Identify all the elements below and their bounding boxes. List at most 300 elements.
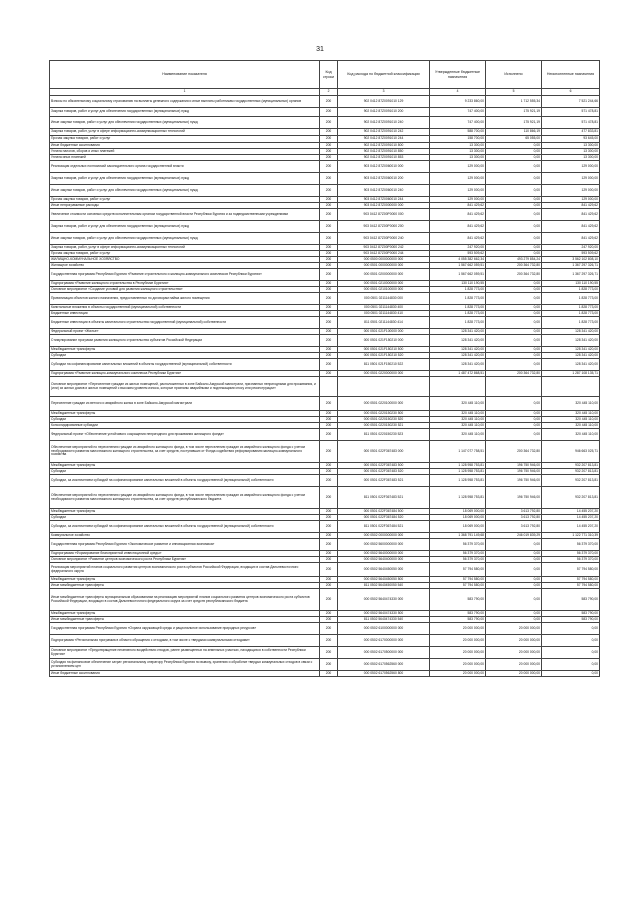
table-row [50,233,600,245]
row-approved: 583 790,00 [430,589,486,611]
row-approved: 1 828 773,00 [430,311,486,317]
row-name: ЖИЛИЩНО-КОММУНАЛЬНОЕ ХОЗЯЙСТВО [50,257,320,263]
row-classification-code: 000 0501 0200000000 000 [338,269,430,281]
table-row [50,185,600,197]
row-name: Увеличение стоимости основных средств исполнительным органом государственной власти Республики Бурятия и за подведомственными учреждениями [50,209,320,221]
row-approved: 128 341 420,00 [430,329,486,335]
row-approved: 18 069 000,00 [430,509,486,515]
row-classification-code: 811 0501 0211144830 414 [338,317,430,329]
row-unexecuted: 128 341 420,00 [542,335,600,347]
row-name: Подпрограмма «Формирование благоприятной инвестиционной среды» [50,551,320,557]
row-executed: 0,00 [486,577,542,583]
row-approved: 1 828 773,00 [430,293,486,305]
table-row [50,117,600,129]
row-unexecuted: 128 341 420,00 [542,347,600,353]
row-line-code: 200 [320,371,338,377]
row-line-code: 200 [320,469,338,475]
row-name: Межбюджетные трансферты [50,577,320,583]
row-unexecuted: 320 445 110,00 [542,423,600,429]
row-classification-code: 000 0502 6100000000 000 [338,623,430,635]
row-name: Обеспечение мероприятий по переселению граждан из аварийного жилищного фонда, в том числе переселению граждан из аварийного жилищного фонда с учетом необходимости развития малоэтажного жилищного строительства, за счет средств, поступивших от Фонда содействия реформированию жилищно-коммунального хозяйства [50,441,320,463]
row-classification-code: 000 0502 5640450050 000 [338,563,430,577]
row-classification-code: 903 0412 87Z0000000 000 [338,203,430,209]
row-executed: 0,00 [486,233,542,245]
row-approved: 320 445 110,00 [430,429,486,441]
row-classification-code: 903 0412 87Z0060010 244 [338,197,430,203]
row-classification-code: 000 0501 022F367484 500 [338,509,430,515]
row-unexecuted: 56 379 370,00 [542,551,600,557]
row-approved: 20 000 000,00 [430,647,486,659]
row-approved: 129 000,00 [430,161,486,173]
row-name: Субсидии [50,353,320,359]
row-unexecuted: 56 379 370,00 [542,539,600,551]
page-number: 31 [316,46,324,53]
row-unexecuted: 128 341 420,00 [542,359,600,371]
row-name: Основное мероприятие «Переселение граждан из жилых помещений, расположенных в зоне Байкало-Амурской магистрали, признанных непригодными для проживания, и (или) из жилых домов и жилых помещений с высоким уровнем износа, которые признаны аварийными и подлежащими сносу или реконструкции» [50,377,320,397]
row-executed: 0,00 [486,287,542,293]
row-approved: 20 000 000,00 [430,635,486,647]
row-unexecuted: 1 122 771 310,39 [542,533,600,539]
row-classification-code: 000 0501 022F367483 000 [338,441,430,463]
table-row [50,635,600,647]
row-classification-code: 000 0501 0220150230 521 [338,423,430,429]
row-line-code: 200 [320,117,338,129]
row-line-code: 200 [320,293,338,305]
row-classification-code: 903 0412 87Z0060010 200 [338,173,430,185]
row-name: Закупка товаров, работ и услуг для обеспечения государственных (муниципальных) нужд [50,108,320,117]
row-executed: 3 613 792,80 [486,509,542,515]
row-unexecuted: 593 509,62 [542,251,600,257]
row-line-code: 200 [320,583,338,589]
row-approved: 1 487 472 868,51 [430,371,486,377]
row-line-code: 200 [320,533,338,539]
row-approved: 20 000 000,00 [430,623,486,635]
row-name: Приватизация объектов жилого назначения, предоставленных по договорам найма жилого помещения [50,293,320,305]
row-executed: 0,00 [486,185,542,197]
row-executed: 0,00 [486,281,542,287]
row-unexecuted: 129 000,00 [542,185,600,197]
row-unexecuted: 946 663 025,71 [542,441,600,463]
table-row [50,209,600,221]
table-row [50,317,600,329]
table-row [50,96,600,108]
row-approved: 320 445 110,00 [430,423,486,429]
row-approved: 1 368 791 149,68 [430,533,486,539]
row-executed: 0,00 [486,203,542,209]
row-unexecuted: 583 790,00 [542,589,600,611]
row-approved: 57 794 580,00 [430,563,486,577]
row-approved: 583 790,00 [430,611,486,617]
row-classification-code: 000 0501 022F367484 520 [338,515,430,521]
row-unexecuted: 841 429,62 [542,203,600,209]
row-executed: 20 000 000,00 [486,647,542,659]
row-name: Основное мероприятие «Развитие центров экономического роста Республики Бурятия» [50,557,320,563]
row-classification-code: 000 0502 6170562560 800 [338,671,430,677]
row-unexecuted: 128 341 420,00 [542,353,600,359]
row-classification-code: 903 0412 87Z00P0000 242 [338,245,430,251]
row-approved: 128 341 420,00 [430,347,486,353]
row-unexecuted: 3 562 102 808,10 [542,257,600,263]
row-classification-code: 902 0412 87Z0091010 129 [338,96,430,108]
row-executed: 0,00 [486,583,542,589]
row-line-code: 200 [320,203,338,209]
row-unexecuted: 583 790,00 [542,611,600,617]
row-executed: 0,00 [486,335,542,347]
row-executed: 0,00 [486,353,542,359]
row-approved: 56 379 370,00 [430,551,486,557]
row-line-code: 200 [320,441,338,463]
row-line-code: 200 [320,185,338,197]
row-name: Коммунальное хозяйство [50,533,320,539]
row-classification-code: 902 0412 87Z0091010 800 [338,143,430,149]
row-approved [430,377,486,397]
row-unexecuted: 129 000,00 [542,197,600,203]
table-row [50,429,600,441]
row-unexecuted: 1 828 773,00 [542,305,600,311]
row-unexecuted: 571 478,81 [542,117,600,129]
row-classification-code: 000 0501 021F150210 520 [338,353,430,359]
row-unexecuted: 1 828 773,00 [542,317,600,329]
row-name: Бюджетные инвестиции в объекты капитального строительства государственной (муниципальной) собственности [50,317,320,329]
row-approved: 20 000 000,00 [430,659,486,671]
row-classification-code: 902 0412 87Z0091010 242 [338,129,430,136]
row-classification-code: 000 0502 6170562560 000 [338,659,430,671]
row-classification-code: 000 0502 5640400000 000 [338,557,430,563]
row-name: Субсидии на софинансирование капитальных вложений в объекты государственной (муниципальной) собственности [50,359,320,371]
row-name: Иные межбюджетные трансферты [50,617,320,623]
row-line-code: 200 [320,577,338,583]
row-line-code: 200 [320,221,338,233]
row-classification-code: 811 0501 021F150210 522 [338,359,430,371]
row-unexecuted: 0,00 [542,659,600,671]
budget-execution-table [49,60,600,677]
row-approved: 1 128 958 753,81 [430,475,486,487]
row-executed: 0,00 [486,359,542,371]
row-name: Подпрограмма «Развитие жилищно-коммунального комплекса Республики Бурятия» [50,371,320,377]
row-line-code: 200 [320,233,338,245]
row-executed: 0,00 [486,563,542,577]
row-executed: 0,00 [486,161,542,173]
row-line-code: 200 [320,347,338,353]
row-executed: 200 364 732,80 [486,269,542,281]
row-line-code: 200 [320,557,338,563]
row-approved: 56 379 370,00 [430,557,486,563]
row-name: Стимулирование программ развития жилищного строительства субъектов Российской Федерации [50,335,320,347]
row-line-code: 200 [320,659,338,671]
row-classification-code: 000 0502 6170500000 000 [338,647,430,659]
row-name: Межбюджетные трансферты [50,509,320,515]
row-name: Иные бюджетные ассигнования [50,143,320,149]
row-line-code: 200 [320,353,338,359]
row-executed: 0,00 [486,551,542,557]
row-name: Межбюджетные трансферты [50,463,320,469]
row-unexecuted: 320 445 110,00 [542,429,600,441]
row-approved: 128 341 420,00 [430,353,486,359]
table-row [50,563,600,577]
row-unexecuted: 0,00 [542,671,600,677]
row-unexecuted: 56 379 370,00 [542,557,600,563]
row-classification-code: 000 0501 0220150230 520 [338,417,430,423]
row-unexecuted: 841 429,62 [542,221,600,233]
col-index: 3 [338,89,430,96]
row-line-code: 200 [320,173,338,185]
row-executed: 0,00 [486,221,542,233]
row-approved: 9 233 860,00 [430,96,486,108]
row-unexecuted: 129 000,00 [542,161,600,173]
row-name: Субсидия на финансовое обеспечение затрат региональному оператору Республики Бурятия по вывозу, хранению и обработке твердых коммунальных отходов в связи с установлением цен [50,659,320,671]
row-classification-code: 902 0412 87Z0091010 853 [338,155,430,161]
row-executed: 20 000 000,00 [486,635,542,647]
row-executed: 246 019 839,29 [486,533,542,539]
row-executed: 0,00 [486,589,542,611]
row-name: Иные закупки товаров, работ и услуг для обеспечения государственных (муниципальных) нужд [50,117,320,129]
row-line-code: 200 [320,143,338,149]
row-line-code: 200 [320,161,338,173]
table-row [50,441,600,463]
row-name: Иные межбюджетные трансферты муниципальным образованиям на реализацию мероприятий планов социального развития центров экономического роста субъектов Российской Федерации, входящих в состав Дальневосточного федерального округа за счет средств республиканского бюджета [50,589,320,611]
row-name: Субсидии [50,469,320,475]
row-line-code: 200 [320,647,338,659]
table-row [50,623,600,635]
row-executed: 175 921,19 [486,117,542,129]
row-classification-code: 903 0412 87Z0060010 000 [338,161,430,173]
row-classification-code: 000 0501 021F150210 000 [338,335,430,347]
row-line-code: 200 [320,671,338,677]
row-unexecuted: 1 828 773,00 [542,287,600,293]
row-line-code: 200 [320,287,338,293]
row-line-code: 200 [320,463,338,469]
row-approved: 129 000,00 [430,185,486,197]
row-name: Закупка товаров, работ, услуг в сфере информационно-коммуникационных технологий [50,129,320,136]
row-line-code: 200 [320,635,338,647]
row-line-code: 200 [320,521,338,533]
row-executed: 0,00 [486,347,542,353]
row-name: Межбюджетные трансферты [50,411,320,417]
table-row [50,487,600,509]
table-row [50,647,600,659]
row-name: Консолидированные субсидии [50,423,320,429]
row-approved: 18 069 000,00 [430,521,486,533]
row-line-code: 200 [320,108,338,117]
table-row [50,161,600,173]
row-line-code: 200 [320,563,338,577]
row-approved: 1 128 958 753,81 [430,463,486,469]
row-unexecuted: 0,00 [542,623,600,635]
row-classification-code: 000 0501 022F367483 500 [338,463,430,469]
row-line-code: 200 [320,329,338,335]
row-name: Субсидии, за исключением субсидий на софинансирование капитальных вложений в объекты государственной (муниципальной) собственности [50,475,320,487]
row-classification-code: 000 0500 0000000000 000 [338,257,430,263]
row-classification-code: 000 0501 022F367483 521 [338,475,430,487]
row-unexecuted: 0,00 [542,635,600,647]
row-classification-code: 000 0502 6170000000 000 [338,635,430,647]
row-line-code: 200 [320,359,338,371]
row-approved: 129 000,00 [430,197,486,203]
row-line-code: 200 [320,589,338,611]
row-executed: 20 000 000,00 [486,671,542,677]
row-name: Закупка товаров, работ и услуг для обеспечения государственных (муниципальных) нужд [50,173,320,185]
row-unexecuted: 57 794 580,00 [542,563,600,577]
row-approved: 841 429,62 [430,203,486,209]
row-executed: 0,00 [486,411,542,417]
row-line-code: 200 [320,475,338,487]
row-classification-code: 000 0501 0211144830 000 [338,293,430,305]
row-approved: 320 445 110,00 [430,411,486,417]
row-executed: 0,00 [486,429,542,441]
table-row [50,269,600,281]
row-line-code: 200 [320,429,338,441]
row-approved: 129 000,00 [430,173,486,185]
row-unexecuted: 247 920,00 [542,245,600,251]
row-executed: 200 364 732,80 [486,441,542,463]
row-executed: 110 866,19 [486,129,542,136]
col-index: 5 [486,89,542,96]
table-row [50,293,600,305]
table-row [50,377,600,397]
row-name: Бюджетные инвестиции [50,311,320,317]
row-executed: 0,00 [486,305,542,311]
row-approved: 320 445 110,00 [430,397,486,411]
row-executed: 1 712 555,34 [486,96,542,108]
row-unexecuted: 14 455 207,20 [542,509,600,515]
row-name: Капитальные вложения в объекты государственной (муниципальной) собственности [50,305,320,311]
row-classification-code: 000 0501 0210000000 000 [338,281,430,287]
row-classification-code: 000 0501 022F367483 520 [338,469,430,475]
row-line-code: 200 [320,263,338,269]
row-approved: 747 400,00 [430,117,486,129]
header-row [50,61,600,89]
row-name: Иные непрограммные расходы [50,203,320,209]
col-index: 2 [320,89,338,96]
row-classification-code: 000 0502 5640474330 000 [338,589,430,611]
row-name: Государственная программа Республики Бурятия «Экономическое развитие и инновационная экономика» [50,539,320,551]
row-line-code: 200 [320,551,338,557]
row-approved: 57 794 580,00 [430,583,486,589]
row-approved: 13 300,00 [430,143,486,149]
row-executed: 0,00 [486,329,542,335]
row-name: Реализация отдельных полномочий законодательного органа государственной власти [50,161,320,173]
row-line-code: 200 [320,509,338,515]
row-unexecuted: 57 794 580,00 [542,577,600,583]
row-approved: 13 300,00 [430,149,486,155]
row-name: Государственная программа Республики Бурятия «Охрана окружающей среды и рациональное использование природных ресурсов» [50,623,320,635]
row-executed: 0,00 [486,155,542,161]
row-classification-code: 902 0412 87Z0091010 240 [338,117,430,129]
row-line-code: 200 [320,197,338,203]
row-line-code: 200 [320,617,338,623]
row-classification-code: 000 0501 021F150210 500 [338,347,430,353]
row-line-code: 200 [320,269,338,281]
row-classification-code: 000 0501 0211144830 410 [338,311,430,317]
row-classification-code: 000 0502 5640000000 000 [338,551,430,557]
col-index: 6 [542,89,600,96]
row-unexecuted: 841 429,62 [542,209,600,221]
row-name: Прочая закупка товаров, работ и услуг [50,136,320,143]
row-line-code: 200 [320,611,338,617]
row-approved: 1 828 773,00 [430,287,486,293]
row-line-code: 200 [320,335,338,347]
row-executed: 0,00 [486,397,542,411]
row-line-code: 200 [320,136,338,143]
row-approved: 320 445 110,00 [430,417,486,423]
row-unexecuted: 932 207 813,81 [542,469,600,475]
row-name: Субсидии [50,515,320,521]
row-executed: 0,00 [486,557,542,563]
row-executed: 175 921,19 [486,108,542,117]
row-unexecuted: 129 000,00 [542,173,600,185]
row-name: Подпрограмма «Региональная программа в области обращения с отходами, в том числе с твердыми коммунальными отходами» [50,635,320,647]
col-header-name: Наименование показателя [50,61,320,89]
row-line-code: 200 [320,417,338,423]
table-row [50,475,600,487]
row-approved: 4 055 382 662,34 [430,257,486,263]
row-line-code: 200 [320,623,338,635]
row-name: Уплата иных платежей [50,155,320,161]
row-unexecuted: 14 455 207,20 [542,521,600,533]
row-approved: 130 110 190,55 [430,281,486,287]
table-body [50,96,600,677]
row-executed: 0,00 [486,293,542,305]
row-approved: 593 509,62 [430,251,486,257]
row-unexecuted: 477 833,81 [542,129,600,136]
row-approved: 588 700,00 [430,129,486,136]
row-name: Государственная программа Республики Бурятия «Развитие строительного и жилищно-коммунального комплексов Республики Бурятия» [50,269,320,281]
table-row [50,136,600,143]
table-row [50,359,600,371]
row-executed: 0,00 [486,539,542,551]
row-name: Федеральный проект «Обеспечение устойчивого сокращения непригодного для проживания жилищного фонда» [50,429,320,441]
row-approved: 1 828 773,00 [430,317,486,329]
row-name: Субсидии [50,417,320,423]
row-classification-code: 903 0412 87Z00P0000 000 [338,209,430,221]
col-header-classification-code: Код расхода по бюджетной классификации [338,61,430,89]
row-executed: 0,00 [486,209,542,221]
row-approved: 20 000 000,00 [430,671,486,677]
row-executed: 0,00 [486,423,542,429]
row-name: Основное мероприятие «Создание условий для развития жилищного строительства» [50,287,320,293]
row-unexecuted: 841 429,62 [542,233,600,245]
table-row [50,397,600,411]
table-row [50,335,600,347]
row-line-code: 200 [320,96,338,108]
row-name: Прочая закупка товаров, работ и услуг [50,251,320,257]
row-approved: 247 920,00 [430,245,486,251]
table-row [50,659,600,671]
row-classification-code: 000 0501 0220000000 000 [338,371,430,377]
row-line-code: 200 [320,317,338,329]
row-executed: 493 279 854,24 [486,257,542,263]
row-line-code: 200 [320,423,338,429]
row-unexecuted: 13 300,00 [542,149,600,155]
row-approved: 841 429,62 [430,221,486,233]
row-unexecuted: 932 207 813,81 [542,463,600,469]
row-classification-code: 903 0412 87Z0060010 240 [338,185,430,197]
row-unexecuted: 93 645,00 [542,136,600,143]
row-classification-code: 000 0502 5640450050 500 [338,577,430,583]
row-unexecuted: 0,00 [542,647,600,659]
row-executed: 0,00 [486,317,542,329]
row-unexecuted: 571 478,81 [542,108,600,117]
row-classification-code: 811 0502 5640474330 540 [338,617,430,623]
row-unexecuted: 320 445 110,00 [542,411,600,417]
row-approved: 128 341 420,00 [430,335,486,347]
row-line-code: 200 [320,397,338,411]
col-header-line-code: Код строки [320,61,338,89]
row-approved: 583 790,00 [430,617,486,623]
row-line-code: 200 [320,149,338,155]
row-line-code: 200 [320,487,338,509]
row-line-code: 200 [320,245,338,251]
